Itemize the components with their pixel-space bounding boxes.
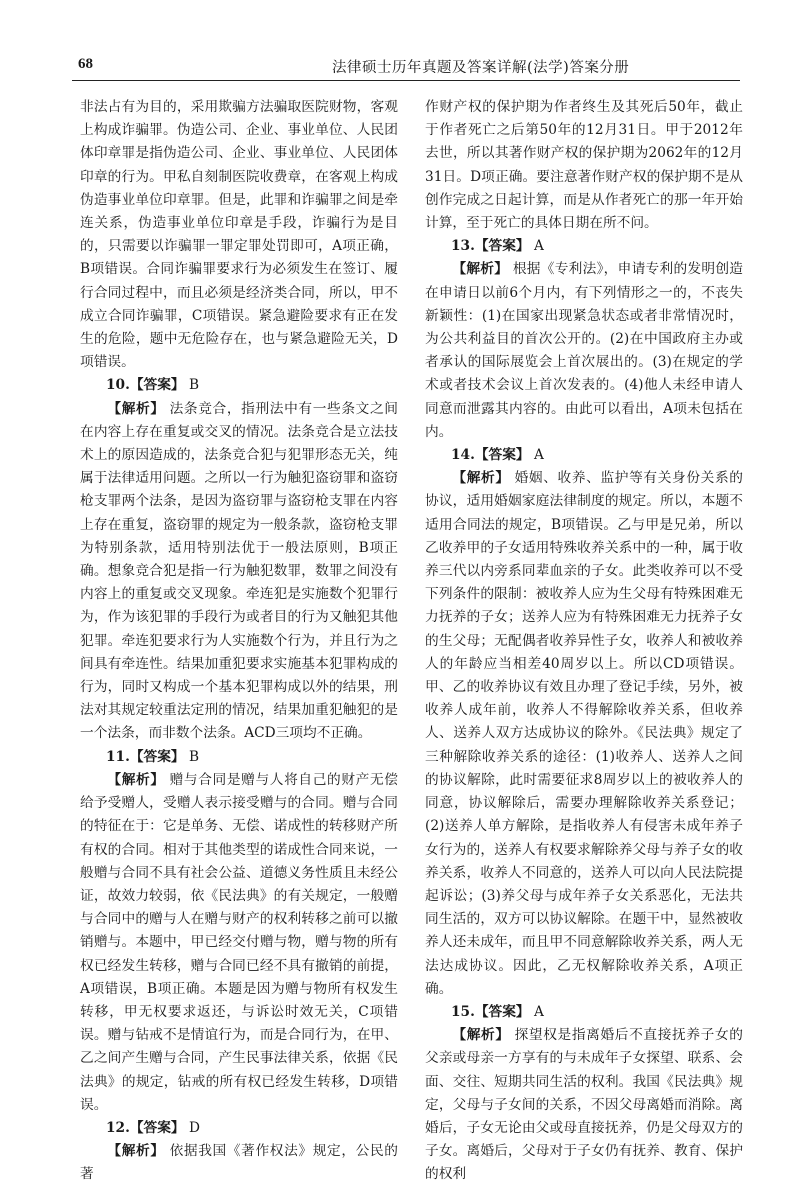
answer-value: A — [533, 447, 544, 464]
running-title: 法律硕士历年真题及答案详解(法学)答案分册 — [332, 60, 630, 76]
answer-13 — [425, 235, 743, 258]
answer-14 — [425, 444, 743, 467]
analysis-15 — [425, 1024, 743, 1186]
right-column — [425, 96, 743, 1187]
analysis-tag: 【解析】 — [107, 400, 165, 417]
page-number: 68 — [78, 56, 93, 72]
left-column — [80, 96, 398, 1187]
analysis-text: 探望权是指离婚后不直接抚养子女的父亲或母亲一方享有的与未成年子女探望、联系、会面、交往、短期共同生活的权利。我国《民法典》规定，父母与子女间的关系，不因父母离婚而消除。离婚后，子女无论由父或母直接抚养，仍是父母双方的子女。离婚后，父母对于子女仍有抚养、教育、保护的权利 — [425, 1027, 743, 1183]
analysis-13 — [425, 258, 743, 444]
answer-value: A — [533, 238, 544, 255]
answer-12 — [80, 1117, 398, 1140]
analysis-text: 根据《专利法》，申请专利的发明创造在申请日以前6个月内，有下列情形之一的，不丧失新颖性：(1)在国家出现紧急状态或者非常情况时，为公共利益目的首次公开的。(2)在中国政府主办或者承认的国际展览会上首次展出的。(3)在规定的学术或者技术会议上首次发表的。(4)他人未经申请人同意而泄露其内容的。由此可以看出，A项未包括在内。 — [425, 261, 743, 440]
answer-label: 10.【答案】 — [106, 377, 185, 394]
continued-paragraph: 非法占有为目的，采用欺骗方法骗取医院财物，客观上构成诈骗罪。伪造公司、企业、事业单位、人民团体印章罪是指伪造公司、企业、事业单位、人民团体印章的行为。甲私自刻制医院收费章，在客观上构成伪造事业单位印章罪。但是，此罪和诈骗罪之间是牵连关系，伪造事业单位印章是手段，诈骗行为是目的，只需要以诈骗罪一罪定罪处罚即可，A项正确，B项错误。合同诈骗罪要求行为必须发生在签订、履行合同过程中，而且必须是经济类合同，所以，甲不成立合同诈骗罪，C项错误。紧急避险要求有正在发生的危险，题中无危险存在，也与紧急避险无关，D项错误。 — [80, 99, 398, 371]
analysis-10 — [80, 398, 398, 746]
page-header — [72, 48, 740, 81]
answer-label: 14.【答案】 — [451, 447, 530, 464]
answer-value: A — [533, 1003, 544, 1020]
answer-label: 15.【答案】 — [451, 1003, 530, 1020]
answer-value: D — [188, 1119, 200, 1136]
answer-label: 13.【答案】 — [451, 238, 530, 255]
analysis-text: 法条竞合，指刑法中有一些条文之间在内容上存在重复或交叉的情况。法条竞合是立法技术上的原因造成的，法条竞合犯与犯罪形态无关，纯属于法律适用问题。之所以一行为触犯盗窃罪和盗窃枪支罪两个法条，是因为盗窃罪与盗窃枪支罪在内容上存在重复，盗窃罪的规定为一般条款，盗窃枪支罪为特别条款，适用特别法优于一般法原则，B项正确。想象竞合犯是指一行为触犯数罪，数罪之间没有内容上的重复或交叉现象。牵连犯是实施数个犯罪行为，作为该犯罪的手段行为或者目的行为又触犯其他犯罪。牵连犯要求行为人实施数个行为，并且行为之间具有牵连性。结果加重犯要求实施基本犯罪构成的行为，同时又构成一个基本犯罪构成以外的结果，刑法对其规定较重法定刑的情况，结果加重犯触犯的是一个法条，而非数个法条。ACD三项均不正确。 — [80, 400, 398, 742]
analysis-11 — [80, 769, 398, 1117]
answer-15 — [425, 1001, 743, 1024]
answer-11 — [80, 746, 398, 769]
analysis-12 — [80, 1140, 398, 1186]
answer-value: B — [188, 748, 200, 765]
answer-label: 12.【答案】 — [106, 1119, 185, 1136]
analysis-12-continued: 作财产权的保护期为作者终生及其死后50年，截止于作者死亡之后第50年的12月31日。甲于2012年去世，所以其著作财产权的保护期为2062年的12月31日。D项正确。要注意著作财产权的保护期不是从创作完成之日起计算，而是从作者死亡的那一年开始计算，至于死亡的具体日期在所不问。 — [425, 99, 743, 232]
analysis-text: 婚姻、收养、监护等有关身份关系的协议，适用婚姻家庭法律制度的规定。所以，本题不适用合同法的规定，B项错误。乙与甲是兄弟，所以乙收养甲的子女适用特殊收养关系中的一种，属于收养三代以内旁系同辈血亲的子女。此类收养可以不受下列条件的限制：被收养人应为生父母有特殊困难无力抚养的子女；送养人应为有特殊困难无力抚养子女的生父母；无配偶者收养异性子女，收养人和被收养人的年龄应当相差40周岁以上。所以CD项错误。甲、乙的收养协议有效且办理了登记手续，另外，被收养人成年前，收养人不得解除收养关系，但收养人、送养人双方达成协议的除外。《民法典》规定了三种解除收养关系的途径：(1)收养人、送养人之间的协议解除，此时需要征求8周岁以上的被收养人的同意，协议解除后，需要办理解除收养关系登记；(2)送养人单方解除，是指收养人有侵害未成年养子女行为的，送养人有权要求解除养父母与养子女的收养关系，收养人不同意的，送养人可以向人民法院提起诉讼；(3)养父母与成年养子女关系恶化，无法共同生活的，双方可以协议解除。在题干中，显然被收养人还未成年，而且甲不同意解除收养关系，两人无法达成协议。因此，乙无权解除收养关系，A项正确。 — [425, 470, 743, 997]
analysis-14 — [425, 467, 743, 1001]
answer-label: 11.【答案】 — [106, 748, 185, 765]
analysis-tag: 【解析】 — [452, 261, 509, 278]
analysis-text: 赠与合同是赠与人将自己的财产无偿给予受赠人，受赠人表示接受赠与的合同。赠与合同的特征在于：它是单务、无偿、诺成性的转移财产所有权的合同。相对于其他类型的诺成性合同来说，一般赠与合同不具有社会公益、道德义务性质且未经公证，故效力较弱，依《民法典》的有关规定，一般赠与合同中的赠与人在赠与财产的权利转移之前可以撤销赠与。本题中，甲已经交付赠与物，赠与物的所有权已经发生转移，赠与合同已经不具有撤销的前提，A项错误，B项正确。本题是因为赠与物所有权发生转移，甲无权要求返还，与诉讼时效无关，C项错误。赠与钻戒不是情谊行为，而是合同行为，在甲、乙之间产生赠与合同，产生民事法律关系，依据《民法典》的规定，钻戒的所有权已经发生转移，D项错误。 — [80, 771, 398, 1113]
analysis-tag: 【解析】 — [107, 1143, 165, 1160]
answer-10 — [80, 374, 398, 397]
analysis-tag: 【解析】 — [107, 771, 165, 788]
analysis-tag: 【解析】 — [452, 1027, 510, 1044]
analysis-tag: 【解析】 — [452, 470, 510, 487]
answer-value: B — [188, 377, 200, 394]
analysis-text: 依据我国《著作权法》规定，公民的著 — [80, 1143, 398, 1183]
